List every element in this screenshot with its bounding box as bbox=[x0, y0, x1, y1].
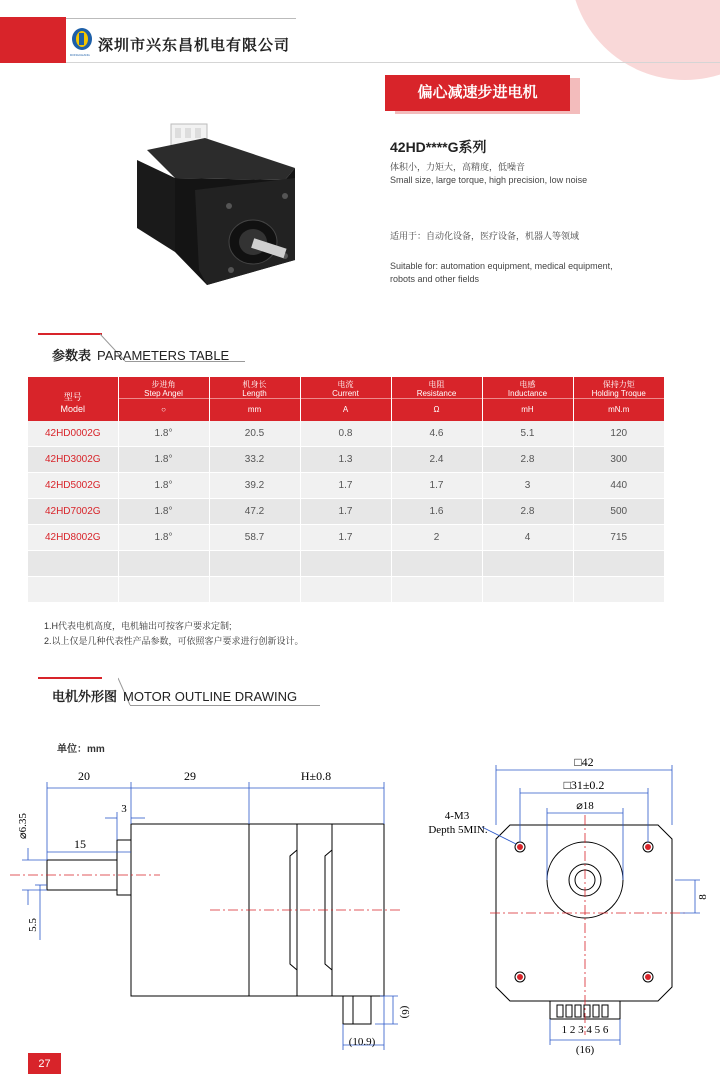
company-logo bbox=[70, 27, 94, 53]
table-row bbox=[28, 421, 664, 447]
dim-8: 8 bbox=[697, 894, 709, 900]
cell: 58.7 bbox=[209, 525, 300, 551]
table-row-empty bbox=[28, 551, 664, 577]
table-row bbox=[28, 499, 664, 525]
section-accent bbox=[38, 677, 102, 679]
cell: 1.6 bbox=[391, 499, 482, 525]
cell: 1.7 bbox=[391, 473, 482, 499]
column-header: 型号 Model bbox=[28, 377, 118, 421]
cell: 4.6 bbox=[391, 421, 482, 447]
cell: 0.8 bbox=[300, 421, 391, 447]
header-red-block bbox=[0, 17, 66, 63]
features-cn: 体积小，力矩大，高精度，低噪音 bbox=[390, 162, 526, 172]
section-accent bbox=[38, 333, 102, 335]
cell: 500 bbox=[573, 499, 664, 525]
application-en: robots and other fields bbox=[390, 274, 480, 284]
table-row bbox=[28, 525, 664, 551]
dim-15: 15 bbox=[74, 837, 86, 851]
application-en: Suitable for: automation equipment, medical equipment, bbox=[390, 261, 613, 271]
table-row-empty bbox=[28, 577, 664, 603]
section-underline bbox=[130, 705, 320, 706]
dim-42: □42 bbox=[574, 755, 594, 769]
cell: 1.8° bbox=[118, 473, 209, 499]
cell: 2.8 bbox=[482, 499, 573, 525]
unit-label: 单位：mm bbox=[57, 744, 105, 755]
cell: 1.8° bbox=[118, 421, 209, 447]
table-header-row bbox=[28, 377, 664, 421]
front-view-drawing bbox=[410, 755, 715, 1060]
page-number: 27 bbox=[28, 1053, 61, 1074]
cell-model: 42HD3002G bbox=[28, 447, 118, 473]
table-row bbox=[28, 447, 664, 473]
cell: 33.2 bbox=[209, 447, 300, 473]
cell: 715 bbox=[573, 525, 664, 551]
cell: 1.8° bbox=[118, 499, 209, 525]
column-header: 步进角 Step Angel ○ bbox=[118, 377, 209, 421]
dim-10-9: (10.9) bbox=[348, 1036, 376, 1048]
cell-model: 42HD7002G bbox=[28, 499, 118, 525]
cell: 1.7 bbox=[300, 525, 391, 551]
cell: 300 bbox=[573, 447, 664, 473]
dim-5-5: 5.5 bbox=[27, 918, 39, 932]
cell: 1.7 bbox=[300, 499, 391, 525]
params-title-en: PARAMETERS TABLE bbox=[97, 348, 230, 363]
dim-6: (6) bbox=[399, 1005, 411, 1019]
dim-h: H±0.8 bbox=[300, 769, 332, 783]
dim-20: 20 bbox=[78, 769, 90, 783]
cell: 1.3 bbox=[300, 447, 391, 473]
pin-numbers: 1 2 3 4 5 6 bbox=[561, 1024, 609, 1036]
dim-31: □31±0.2 bbox=[563, 778, 605, 792]
features-en: Small size, large torque, high precision, low noise bbox=[390, 175, 588, 185]
cell-model: 42HD8002G bbox=[28, 525, 118, 551]
drawing-section-title bbox=[52, 686, 297, 705]
motor-photo bbox=[135, 120, 305, 290]
dim-shaft-diameter: ⌀6.35 bbox=[17, 813, 29, 839]
column-header: 机身长 Length mm bbox=[209, 377, 300, 421]
product-banner-title: 偏心减速步进电机 bbox=[417, 84, 538, 101]
drawing-title-en: MOTOR OUTLINE DRAWING bbox=[123, 689, 298, 704]
dim-depth: Depth 5MIN. bbox=[428, 824, 488, 836]
note: 2.以上仅是几种代表性产品参数，可依照客户要求进行创新设计。 bbox=[44, 636, 304, 646]
dim-18: ⌀18 bbox=[576, 800, 594, 812]
company-name: 深圳市兴东昌机电有限公司 bbox=[98, 37, 291, 54]
note: 1.H代表电机高度，电机轴出可按客户要求定制; bbox=[44, 621, 232, 631]
cell-model: 42HD0002G bbox=[28, 421, 118, 447]
cell-model: 42HD5002G bbox=[28, 473, 118, 499]
cell: 1.8° bbox=[118, 525, 209, 551]
column-header: 电流 Current A bbox=[300, 377, 391, 421]
cell: 3 bbox=[482, 473, 573, 499]
cell: 20.5 bbox=[209, 421, 300, 447]
cell: 39.2 bbox=[209, 473, 300, 499]
drawing-title-cn: 电机外形图 bbox=[52, 689, 118, 704]
logo-text: DONGCHANG bbox=[70, 53, 90, 57]
column-header: 电阻 Resistance Ω bbox=[391, 377, 482, 421]
cell: 5.1 bbox=[482, 421, 573, 447]
dim-3: 3 bbox=[121, 803, 127, 815]
table-row bbox=[28, 473, 664, 499]
params-title-cn: 参数表 bbox=[52, 348, 92, 363]
cell: 1.8° bbox=[118, 447, 209, 473]
cell: 47.2 bbox=[209, 499, 300, 525]
cell: 2 bbox=[391, 525, 482, 551]
cell: 120 bbox=[573, 421, 664, 447]
corner-decoration bbox=[570, 0, 720, 80]
dim-29: 29 bbox=[184, 769, 196, 783]
cell: 4 bbox=[482, 525, 573, 551]
cell: 2.8 bbox=[482, 447, 573, 473]
cell: 2.4 bbox=[391, 447, 482, 473]
side-view-drawing bbox=[0, 760, 420, 1060]
column-header: 电感 Inductance mH bbox=[482, 377, 573, 421]
parameters-table bbox=[28, 377, 664, 603]
application-cn: 适用于：自动化设备，医疗设备，机器人等领域 bbox=[390, 231, 580, 241]
cell: 1.7 bbox=[300, 473, 391, 499]
params-section-title bbox=[52, 345, 229, 364]
dim-m3: 4-M3 bbox=[444, 810, 470, 822]
header-divider bbox=[66, 62, 720, 63]
cell: 440 bbox=[573, 473, 664, 499]
product-series: 42HD****G系列 bbox=[390, 139, 487, 155]
dim-16: (16) bbox=[575, 1044, 595, 1056]
column-header: 保持力矩 Holding Troque mN.m bbox=[573, 377, 664, 421]
header-divider bbox=[66, 18, 296, 19]
